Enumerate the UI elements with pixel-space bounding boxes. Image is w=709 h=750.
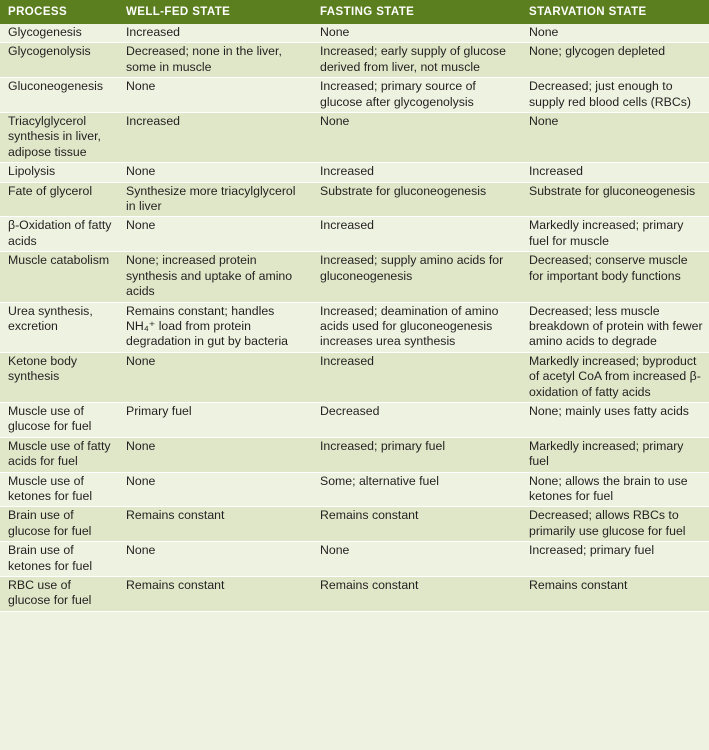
- process-cell: Brain use of glucose for fuel: [0, 507, 118, 542]
- table-row: [0, 472, 709, 507]
- fasting-cell: Increased: [312, 217, 521, 252]
- fasting-cell: Substrate for gluconeogenesis: [312, 182, 521, 217]
- well-fed-cell: Synthesize more triacylglycerol in liver: [118, 182, 312, 217]
- process-cell: β-Oxidation of fatty acids: [0, 217, 118, 252]
- well-fed-cell: None: [118, 78, 312, 113]
- fasting-cell: Decreased: [312, 402, 521, 437]
- fasting-cell: Increased; supply amino acids for gluconeogenesis: [312, 252, 521, 302]
- starvation-cell: Decreased; conserve muscle for important body functions: [521, 252, 709, 302]
- process-cell: RBC use of glucose for fuel: [0, 577, 118, 612]
- well-fed-cell: Remains constant; handles NH₄⁺ load from protein degradation in gut by bacteria: [118, 302, 312, 352]
- well-fed-cell: None: [118, 472, 312, 507]
- well-fed-cell: None: [118, 437, 312, 472]
- fasting-cell: Increased; primary source of glucose after glycogenolysis: [312, 78, 521, 113]
- process-cell: Ketone body synthesis: [0, 352, 118, 402]
- table-row: [0, 163, 709, 182]
- starvation-cell: Markedly increased; primary fuel: [521, 437, 709, 472]
- starvation-cell: Decreased; less muscle breakdown of protein with fewer amino acids to degrade: [521, 302, 709, 352]
- process-cell: Glycogenesis: [0, 24, 118, 43]
- fasting-cell: Remains constant: [312, 507, 521, 542]
- process-cell: Muscle use of glucose for fuel: [0, 402, 118, 437]
- table-row: [0, 252, 709, 302]
- table-row: [0, 577, 709, 612]
- starvation-cell: Remains constant: [521, 577, 709, 612]
- table-row: [0, 182, 709, 217]
- table-row: [0, 43, 709, 78]
- table-body: [0, 24, 709, 611]
- well-fed-cell: Decreased; none in the liver, some in muscle: [118, 43, 312, 78]
- table-row: [0, 78, 709, 113]
- header-process: PROCESS: [0, 0, 118, 24]
- process-cell: Brain use of ketones for fuel: [0, 542, 118, 577]
- header-well-fed: WELL-FED STATE: [118, 0, 312, 24]
- fasting-cell: Increased: [312, 163, 521, 182]
- process-cell: Muscle use of fatty acids for fuel: [0, 437, 118, 472]
- starvation-cell: Decreased; allows RBCs to primarily use glucose for fuel: [521, 507, 709, 542]
- table-row: [0, 402, 709, 437]
- table-row: [0, 217, 709, 252]
- starvation-cell: Increased; primary fuel: [521, 542, 709, 577]
- header-fasting: FASTING STATE: [312, 0, 521, 24]
- table-row: [0, 507, 709, 542]
- table-row: [0, 542, 709, 577]
- well-fed-cell: Increased: [118, 113, 312, 163]
- starvation-cell: Substrate for gluconeogenesis: [521, 182, 709, 217]
- process-cell: Triacylglycerol synthesis in liver, adipose tissue: [0, 113, 118, 163]
- well-fed-cell: None: [118, 163, 312, 182]
- well-fed-cell: Increased: [118, 24, 312, 43]
- table-row: [0, 302, 709, 352]
- table-row: [0, 24, 709, 43]
- starvation-cell: Increased: [521, 163, 709, 182]
- process-cell: Urea synthesis, excretion: [0, 302, 118, 352]
- fasting-cell: Increased; primary fuel: [312, 437, 521, 472]
- header-starvation: STARVATION STATE: [521, 0, 709, 24]
- starvation-cell: None: [521, 113, 709, 163]
- table-row: [0, 352, 709, 402]
- well-fed-cell: None: [118, 542, 312, 577]
- fasting-cell: Increased; early supply of glucose derived from liver, not muscle: [312, 43, 521, 78]
- process-cell: Glycogenolysis: [0, 43, 118, 78]
- starvation-cell: Markedly increased; byproduct of acetyl CoA from increased β-oxidation of fatty acids: [521, 352, 709, 402]
- process-cell: Gluconeogenesis: [0, 78, 118, 113]
- fasting-cell: None: [312, 24, 521, 43]
- well-fed-cell: Remains constant: [118, 507, 312, 542]
- well-fed-cell: None: [118, 352, 312, 402]
- starvation-cell: None; glycogen depleted: [521, 43, 709, 78]
- fasting-cell: Increased: [312, 352, 521, 402]
- process-cell: Muscle use of ketones for fuel: [0, 472, 118, 507]
- table-row: [0, 113, 709, 163]
- well-fed-cell: None; increased protein synthesis and uptake of amino acids: [118, 252, 312, 302]
- starvation-cell: Markedly increased; primary fuel for muscle: [521, 217, 709, 252]
- well-fed-cell: Primary fuel: [118, 402, 312, 437]
- table-row: [0, 437, 709, 472]
- header-row: [0, 0, 709, 24]
- fasting-cell: None: [312, 113, 521, 163]
- well-fed-cell: None: [118, 217, 312, 252]
- process-cell: Lipolysis: [0, 163, 118, 182]
- fasting-cell: Some; alternative fuel: [312, 472, 521, 507]
- fasting-cell: None: [312, 542, 521, 577]
- fasting-cell: Remains constant: [312, 577, 521, 612]
- starvation-cell: None; mainly uses fatty acids: [521, 402, 709, 437]
- process-cell: Fate of glycerol: [0, 182, 118, 217]
- starvation-cell: Decreased; just enough to supply red blood cells (RBCs): [521, 78, 709, 113]
- process-cell: Muscle catabolism: [0, 252, 118, 302]
- starvation-cell: None: [521, 24, 709, 43]
- well-fed-cell: Remains constant: [118, 577, 312, 612]
- fasting-cell: Increased; deamination of amino acids used for gluconeogenesis increases urea synthesis: [312, 302, 521, 352]
- starvation-cell: None; allows the brain to use ketones for fuel: [521, 472, 709, 507]
